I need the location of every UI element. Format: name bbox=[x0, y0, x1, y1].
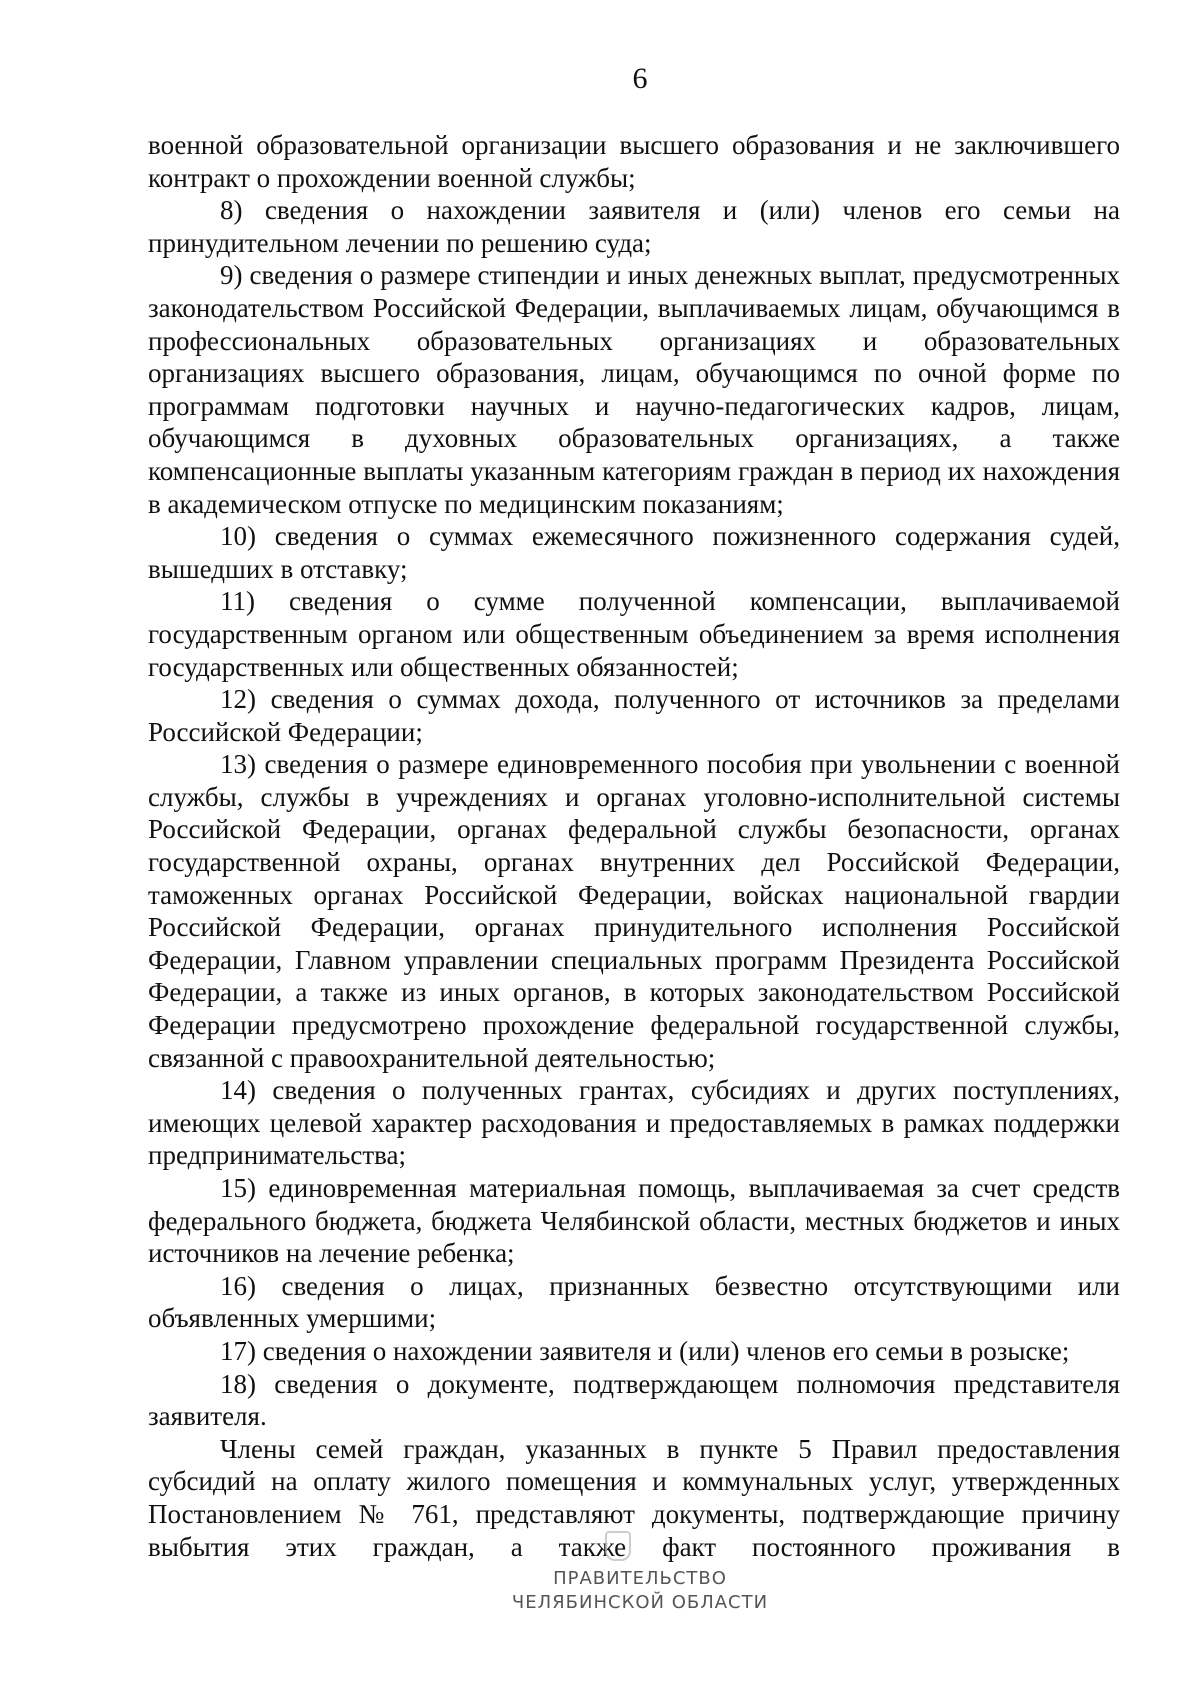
page-number: 6 bbox=[632, 62, 648, 95]
stamp-line-1: ПРАВИТЕЛЬСТВО bbox=[553, 1568, 727, 1589]
paragraph-item-11: 11) сведения о сумме полученной компенсации, выплачиваемой государственным органом или общественным объединением за время исполнения государственных или общественных обязанностей; bbox=[148, 586, 1120, 682]
paragraph-continuation: военной образовательной организации высшего образования и не заключившего контракт о прохождении военной службы; bbox=[148, 130, 1120, 193]
stamp-line-2: ЧЕЛЯБИНСКОЙ ОБЛАСТИ bbox=[511, 1592, 769, 1613]
paragraph-item-10: 10) сведения о суммах ежемесячного пожизненного содержания судей, вышедших в отставку; bbox=[148, 521, 1120, 584]
document-body bbox=[148, 129, 1120, 1563]
paragraph-item-9: 9) сведения о размере стипендии и иных денежных выплат, предусмотренных законодательством Российской Федерации, выплачиваемых лицам, обучающимся в профессиональных образовательных организациях и образовательных организациях высшего образования, лицам, обучающимся по очной форме по программам подготовки научных и научно-педагогических кадров, лицам, обучающимся в духовных образовательных организациях, а также компенсационные выплаты указанным категориям граждан в период их нахождения в академическом отпуске по медицинским показаниям; bbox=[148, 260, 1120, 519]
paragraph-item-17: 17) сведения о нахождении заявителя и (или) членов его семьи в розыске; bbox=[220, 1335, 1070, 1366]
paragraph-item-15: 15) единовременная материальная помощь, выплачиваемая за счет средств федерального бюджета, бюджета Челябинской области, местных бюджетов и иных источников на лечение ребенка; bbox=[148, 1173, 1120, 1269]
paragraph-item-18: 18) сведения о документе, подтверждающем полномочия представителя заявителя. bbox=[148, 1368, 1120, 1432]
paragraph-item-16: 16) сведения о лицах, признанных безвестно отсутствующими или объявленных умершими; bbox=[148, 1270, 1120, 1334]
paragraph-item-12: 12) сведения о суммах дохода, полученного от источников за пределами Российской Федерации; bbox=[148, 684, 1120, 747]
paragraph-item-13: 13) сведения о размере единовременного пособия при увольнении с военной службы, службы в учреждениях и органах уголовно-исполнительной системы Российской Федерации, органах федеральной службы безопасности, органах государственной охраны, органах внутренних дел Российской Федерации, таможенных органах Российской Федерации, войсках национальной гвардии Российской Федерации, органах принудительного исполнения Российской Федерации, Главном управлении специальных программ Президента Российской Федерации, а также из иных органов, в которых законодательством Российской Федерации предусмотрено прохождение федеральной государственной службы, связанной с правоохранительной деятельностью; bbox=[148, 749, 1120, 1073]
coat-of-arms-icon bbox=[605, 1531, 631, 1561]
paragraph-item-14: 14) сведения о полученных грантах, субсидиях и других поступлениях, имеющих целевой характер расходования и предоставляемых в рамках поддержки предпринимательства; bbox=[148, 1075, 1120, 1171]
paragraph-item-8: 8) сведения о нахождении заявителя и (или) членов его семьи на принудительном лечении по решению суда; bbox=[148, 195, 1120, 258]
paragraph-family-members: Члены семей граждан, указанных в пункте 5 Правил предоставления субсидий на оплату жилого помещения и коммунальных услуг, утвержденных Постановлением № 761, представляют документы, подтверждающие причину выбытия этих граждан, а также факт постоянного проживания в bbox=[148, 1433, 1120, 1562]
government-stamp bbox=[0, 1567, 1200, 1615]
